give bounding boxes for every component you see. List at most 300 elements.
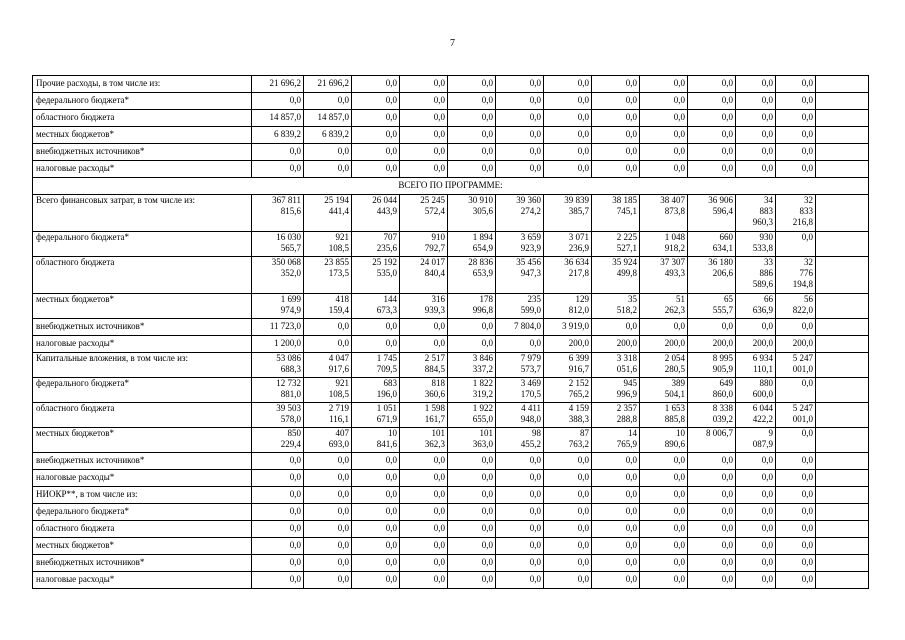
empty-cell: [816, 353, 869, 378]
cell-value: 0,0: [776, 555, 816, 572]
cell-value: 39 839 385,7: [544, 195, 592, 232]
cell-value: 39 360 274,2: [496, 195, 544, 232]
cell-value: 235 599,0: [496, 294, 544, 319]
cell-value: 8 995 905,9: [688, 353, 736, 378]
row-label: внебюджетных источников*: [33, 319, 252, 336]
cell-value: 3 469 170,5: [496, 378, 544, 403]
cell-value: 0,0: [640, 110, 688, 127]
cell-value: 0,0: [736, 504, 776, 521]
table-row: [33, 336, 869, 353]
cell-value: 0,0: [400, 538, 448, 555]
cell-value: 0,0: [544, 538, 592, 555]
empty-cell: [816, 93, 869, 110]
table-row: [33, 521, 869, 538]
cell-value: 0,0: [400, 453, 448, 470]
cell-value: 2 517 884,5: [400, 353, 448, 378]
cell-value: 0,0: [496, 127, 544, 144]
cell-value: 101 363,0: [448, 428, 496, 453]
row-label: налоговые расходы*: [33, 161, 252, 178]
cell-value: 0,0: [304, 470, 352, 487]
cell-value: 0,0: [776, 521, 816, 538]
table-row: [33, 353, 869, 378]
cell-value: 36 906 596,4: [688, 195, 736, 232]
cell-value: 0,0: [544, 470, 592, 487]
table-row: [33, 93, 869, 110]
cell-value: 0,0: [304, 453, 352, 470]
cell-value: 0,0: [352, 161, 400, 178]
cell-value: 1 922 655,0: [448, 403, 496, 428]
cell-value: 35 456 947,3: [496, 257, 544, 294]
cell-value: 0,0: [592, 572, 640, 589]
cell-value: 0,0: [776, 572, 816, 589]
cell-value: 0,0: [688, 504, 736, 521]
cell-value: 0,0: [592, 470, 640, 487]
cell-value: 51 262,3: [640, 294, 688, 319]
cell-value: 1 699 974,9: [252, 294, 304, 319]
cell-value: 53 086 688,3: [252, 353, 304, 378]
cell-value: 0,0: [304, 572, 352, 589]
cell-value: 24 017 840,4: [400, 257, 448, 294]
cell-value: 0,0: [304, 521, 352, 538]
cell-value: 129 812,0: [544, 294, 592, 319]
row-label: федерального бюджета*: [33, 378, 252, 403]
cell-value: 921 108,5: [304, 232, 352, 257]
empty-cell: [816, 487, 869, 504]
cell-value: 0,0: [688, 521, 736, 538]
cell-value: 350 068 352,0: [252, 257, 304, 294]
cell-value: 0,0: [736, 538, 776, 555]
cell-value: 0,0: [776, 76, 816, 93]
cell-value: 3 318 051,6: [592, 353, 640, 378]
cell-value: 3 071 236,9: [544, 232, 592, 257]
cell-value: 6 839,2: [252, 127, 304, 144]
cell-value: 0,0: [448, 127, 496, 144]
cell-value: 0,0: [776, 144, 816, 161]
cell-value: 0,0: [496, 487, 544, 504]
cell-value: 0,0: [736, 76, 776, 93]
table-row: [33, 257, 869, 294]
cell-value: 9 087,9: [736, 428, 776, 453]
cell-value: 2 719 116,1: [304, 403, 352, 428]
cell-value: 0,0: [544, 161, 592, 178]
cell-value: 0,0: [592, 76, 640, 93]
empty-cell: [816, 127, 869, 144]
cell-value: 16 030 565,7: [252, 232, 304, 257]
cell-value: 21 696,2: [304, 76, 352, 93]
table-row: [33, 76, 869, 93]
cell-value: 0,0: [688, 453, 736, 470]
cell-value: 4 047 917,6: [304, 353, 352, 378]
cell-value: 0,0: [592, 319, 640, 336]
cell-value: 930 533,8: [736, 232, 776, 257]
cell-value: 0,0: [776, 470, 816, 487]
cell-value: 407 693,0: [304, 428, 352, 453]
table-row: [33, 110, 869, 127]
table-row: [33, 555, 869, 572]
cell-value: 10 841,6: [352, 428, 400, 453]
cell-value: 0,0: [448, 336, 496, 353]
cell-value: 0,0: [352, 319, 400, 336]
cell-value: 0,0: [252, 521, 304, 538]
cell-value: 0,0: [304, 144, 352, 161]
cell-value: 2 152 765,2: [544, 378, 592, 403]
cell-value: 1 822 319,2: [448, 378, 496, 403]
cell-value: 0,0: [352, 453, 400, 470]
cell-value: 0,0: [544, 76, 592, 93]
cell-value: 200,0: [776, 336, 816, 353]
cell-value: 28 836 653,9: [448, 257, 496, 294]
empty-cell: [816, 504, 869, 521]
row-label: местных бюджетов*: [33, 538, 252, 555]
cell-value: 0,0: [352, 93, 400, 110]
cell-value: 0,0: [496, 555, 544, 572]
cell-value: 0,0: [736, 470, 776, 487]
cell-value: 0,0: [352, 76, 400, 93]
cell-value: 0,0: [688, 93, 736, 110]
cell-value: 0,0: [544, 521, 592, 538]
table-row: [33, 319, 869, 336]
cell-value: 880 600,0: [736, 378, 776, 403]
cell-value: 0,0: [352, 144, 400, 161]
cell-value: 38 407 873,8: [640, 195, 688, 232]
cell-value: 0,0: [736, 555, 776, 572]
cell-value: 0,0: [252, 487, 304, 504]
cell-value: 0,0: [448, 487, 496, 504]
cell-value: 0,0: [688, 319, 736, 336]
cell-value: 0,0: [304, 336, 352, 353]
cell-value: 4 411 948,0: [496, 403, 544, 428]
cell-value: 649 860,0: [688, 378, 736, 403]
cell-value: 0,0: [640, 161, 688, 178]
cell-value: 0,0: [688, 538, 736, 555]
cell-value: 1 745 709,5: [352, 353, 400, 378]
row-label: Капитальные вложения, в том числе из:: [33, 353, 252, 378]
cell-value: 0,0: [640, 144, 688, 161]
cell-value: 850 229,4: [252, 428, 304, 453]
cell-value: 0,0: [352, 538, 400, 555]
cell-value: 0,0: [736, 127, 776, 144]
row-label: федерального бюджета*: [33, 232, 252, 257]
cell-value: 0,0: [736, 319, 776, 336]
cell-value: 0,0: [640, 538, 688, 555]
cell-value: 5 247 001,0: [776, 353, 816, 378]
cell-value: 35 924 499,8: [592, 257, 640, 294]
cell-value: 0,0: [592, 93, 640, 110]
cell-value: 0,0: [496, 538, 544, 555]
cell-value: 5 247 001,0: [776, 403, 816, 428]
cell-value: 0,0: [448, 161, 496, 178]
cell-value: 37 307 493,3: [640, 257, 688, 294]
cell-value: 12 732 881,0: [252, 378, 304, 403]
cell-value: 0,0: [688, 110, 736, 127]
empty-cell: [816, 555, 869, 572]
row-label: местных бюджетов*: [33, 428, 252, 453]
cell-value: 0,0: [544, 110, 592, 127]
cell-value: 0,0: [496, 161, 544, 178]
cell-value: 2 357 288,8: [592, 403, 640, 428]
cell-value: 0,0: [400, 555, 448, 572]
row-label: внебюджетных источников*: [33, 144, 252, 161]
row-label: областного бюджета: [33, 403, 252, 428]
cell-value: 0,0: [776, 110, 816, 127]
cell-value: 0,0: [304, 504, 352, 521]
cell-value: 0,0: [736, 110, 776, 127]
row-label: налоговые расходы*: [33, 336, 252, 353]
cell-value: 3 659 923,9: [496, 232, 544, 257]
cell-value: 7 804,0: [496, 319, 544, 336]
cell-value: 0,0: [688, 555, 736, 572]
cell-value: 0,0: [448, 521, 496, 538]
cell-value: 32 833 216,8: [776, 195, 816, 232]
cell-value: 818 360,6: [400, 378, 448, 403]
cell-value: 11 723,0: [252, 319, 304, 336]
cell-value: 0,0: [400, 110, 448, 127]
empty-cell: [816, 428, 869, 453]
cell-value: 0,0: [400, 144, 448, 161]
cell-value: 0,0: [736, 453, 776, 470]
cell-value: 0,0: [496, 93, 544, 110]
cell-value: 0,0: [736, 572, 776, 589]
cell-value: 945 996,9: [592, 378, 640, 403]
cell-value: 0,0: [352, 487, 400, 504]
table-row: [33, 232, 869, 257]
table-row: [33, 144, 869, 161]
cell-value: 0,0: [252, 572, 304, 589]
cell-value: 0,0: [400, 572, 448, 589]
cell-value: 0,0: [640, 76, 688, 93]
table-row: [33, 538, 869, 555]
cell-value: 0,0: [496, 572, 544, 589]
section-header: ВСЕГО ПО ПРОГРАММЕ:: [33, 178, 869, 195]
cell-value: 0,0: [400, 319, 448, 336]
cell-value: 10 890,6: [640, 428, 688, 453]
cell-value: 0,0: [352, 470, 400, 487]
table-row: [33, 294, 869, 319]
cell-value: 0,0: [400, 487, 448, 504]
row-label: местных бюджетов*: [33, 127, 252, 144]
cell-value: 0,0: [640, 521, 688, 538]
cell-value: 0,0: [592, 487, 640, 504]
table-row: [33, 161, 869, 178]
cell-value: 0,0: [776, 453, 816, 470]
row-label: Всего финансовых затрат, в том числе из:: [33, 195, 252, 232]
cell-value: 0,0: [544, 453, 592, 470]
cell-value: 0,0: [640, 470, 688, 487]
cell-value: 0,0: [592, 127, 640, 144]
cell-value: 0,0: [688, 470, 736, 487]
cell-value: 8 006,7: [688, 428, 736, 453]
cell-value: 0,0: [252, 555, 304, 572]
cell-value: 0,0: [400, 521, 448, 538]
cell-value: 0,0: [544, 555, 592, 572]
cell-value: 0,0: [448, 504, 496, 521]
cell-value: 200,0: [688, 336, 736, 353]
cell-value: 101 362,3: [400, 428, 448, 453]
table-row: [33, 195, 869, 232]
budget-table: [32, 75, 869, 589]
cell-value: 0,0: [592, 161, 640, 178]
cell-value: 200,0: [544, 336, 592, 353]
empty-cell: [816, 257, 869, 294]
cell-value: 1 048 918,2: [640, 232, 688, 257]
empty-cell: [816, 161, 869, 178]
table-row: [33, 470, 869, 487]
empty-cell: [816, 319, 869, 336]
cell-value: 0,0: [496, 453, 544, 470]
cell-value: 0,0: [592, 555, 640, 572]
cell-value: 0,0: [736, 93, 776, 110]
cell-value: 660 634,1: [688, 232, 736, 257]
empty-cell: [816, 144, 869, 161]
cell-value: 0,0: [304, 555, 352, 572]
cell-value: 0,0: [252, 144, 304, 161]
table-row: [33, 127, 869, 144]
row-label: областного бюджета: [33, 110, 252, 127]
row-label: областного бюджета: [33, 521, 252, 538]
cell-value: 0,0: [448, 572, 496, 589]
cell-value: 87 763,2: [544, 428, 592, 453]
cell-value: 0,0: [640, 93, 688, 110]
cell-value: 6 839,2: [304, 127, 352, 144]
cell-value: 1 051 671,9: [352, 403, 400, 428]
cell-value: 367 811 815,6: [252, 195, 304, 232]
cell-value: 0,0: [496, 470, 544, 487]
cell-value: 0,0: [448, 76, 496, 93]
empty-cell: [816, 232, 869, 257]
cell-value: 98 455,2: [496, 428, 544, 453]
cell-value: 65 555,7: [688, 294, 736, 319]
cell-value: 910 792,7: [400, 232, 448, 257]
cell-value: 25 245 572,4: [400, 195, 448, 232]
cell-value: 0,0: [776, 161, 816, 178]
cell-value: 0,0: [776, 232, 816, 257]
cell-value: 33 886 589,6: [736, 257, 776, 294]
cell-value: 0,0: [448, 319, 496, 336]
row-label: внебюджетных источников*: [33, 555, 252, 572]
cell-value: 0,0: [352, 521, 400, 538]
row-label: местных бюджетов*: [33, 294, 252, 319]
cell-value: 36 180 206,6: [688, 257, 736, 294]
cell-value: 3 919,0: [544, 319, 592, 336]
table-row: [33, 403, 869, 428]
cell-value: 0,0: [544, 127, 592, 144]
cell-value: 0,0: [496, 144, 544, 161]
cell-value: 0,0: [252, 538, 304, 555]
table-row: [33, 453, 869, 470]
cell-value: 0,0: [736, 161, 776, 178]
cell-value: 0,0: [776, 487, 816, 504]
empty-cell: [816, 403, 869, 428]
cell-value: 0,0: [252, 470, 304, 487]
table-row: [33, 487, 869, 504]
cell-value: 921 108,5: [304, 378, 352, 403]
cell-value: 2 054 280,5: [640, 353, 688, 378]
cell-value: 0,0: [640, 487, 688, 504]
cell-value: 200,0: [736, 336, 776, 353]
cell-value: 0,0: [544, 504, 592, 521]
cell-value: 0,0: [448, 144, 496, 161]
cell-value: 38 185 745,1: [592, 195, 640, 232]
page-number: 7: [450, 38, 455, 49]
cell-value: 30 910 305,6: [448, 195, 496, 232]
cell-value: 0,0: [592, 144, 640, 161]
cell-value: 178 996,8: [448, 294, 496, 319]
cell-value: 418 159,4: [304, 294, 352, 319]
empty-cell: [816, 521, 869, 538]
cell-value: 0,0: [400, 93, 448, 110]
cell-value: 200,0: [640, 336, 688, 353]
cell-value: 0,0: [304, 487, 352, 504]
table-body: [33, 76, 869, 589]
empty-cell: [816, 538, 869, 555]
empty-cell: [816, 378, 869, 403]
table-row: [33, 378, 869, 403]
cell-value: 34 883 960,3: [736, 195, 776, 232]
cell-value: 0,0: [448, 110, 496, 127]
cell-value: 0,0: [640, 504, 688, 521]
cell-value: 0,0: [252, 93, 304, 110]
cell-value: 144 673,3: [352, 294, 400, 319]
cell-value: 14 857,0: [304, 110, 352, 127]
cell-value: 0,0: [688, 161, 736, 178]
cell-value: 0,0: [544, 487, 592, 504]
cell-value: 1 200,0: [252, 336, 304, 353]
cell-value: 14 857,0: [252, 110, 304, 127]
cell-value: 6 044 422,2: [736, 403, 776, 428]
cell-value: 6 934 110,1: [736, 353, 776, 378]
cell-value: 0,0: [592, 110, 640, 127]
cell-value: 0,0: [544, 572, 592, 589]
cell-value: 0,0: [252, 453, 304, 470]
cell-value: 0,0: [400, 336, 448, 353]
row-label: Прочие расходы, в том числе из:: [33, 76, 252, 93]
cell-value: 0,0: [252, 504, 304, 521]
cell-value: 0,0: [640, 555, 688, 572]
cell-value: 0,0: [352, 110, 400, 127]
empty-cell: [816, 572, 869, 589]
cell-value: 0,0: [592, 453, 640, 470]
cell-value: 21 696,2: [252, 76, 304, 93]
cell-value: 0,0: [496, 336, 544, 353]
cell-value: 0,0: [304, 161, 352, 178]
row-label: налоговые расходы*: [33, 572, 252, 589]
cell-value: 26 044 443,9: [352, 195, 400, 232]
cell-value: 200,0: [592, 336, 640, 353]
cell-value: 0,0: [688, 76, 736, 93]
cell-value: 2 225 527,1: [592, 232, 640, 257]
cell-value: 7 979 573,7: [496, 353, 544, 378]
cell-value: 0,0: [776, 378, 816, 403]
cell-value: 0,0: [544, 93, 592, 110]
cell-value: 0,0: [736, 144, 776, 161]
cell-value: 683 196,0: [352, 378, 400, 403]
cell-value: 32 776 194,8: [776, 257, 816, 294]
cell-value: 35 518,2: [592, 294, 640, 319]
cell-value: 0,0: [400, 470, 448, 487]
row-label: внебюджетных источников*: [33, 453, 252, 470]
cell-value: 0,0: [448, 470, 496, 487]
table-row: [33, 572, 869, 589]
row-label: областного бюджета: [33, 257, 252, 294]
cell-value: 23 855 173,5: [304, 257, 352, 294]
cell-value: 0,0: [496, 110, 544, 127]
empty-cell: [816, 76, 869, 93]
row-label: НИОКР**, в том числе из:: [33, 487, 252, 504]
row-label: федерального бюджета*: [33, 504, 252, 521]
cell-value: 0,0: [688, 487, 736, 504]
cell-value: 0,0: [640, 453, 688, 470]
cell-value: 56 822,0: [776, 294, 816, 319]
